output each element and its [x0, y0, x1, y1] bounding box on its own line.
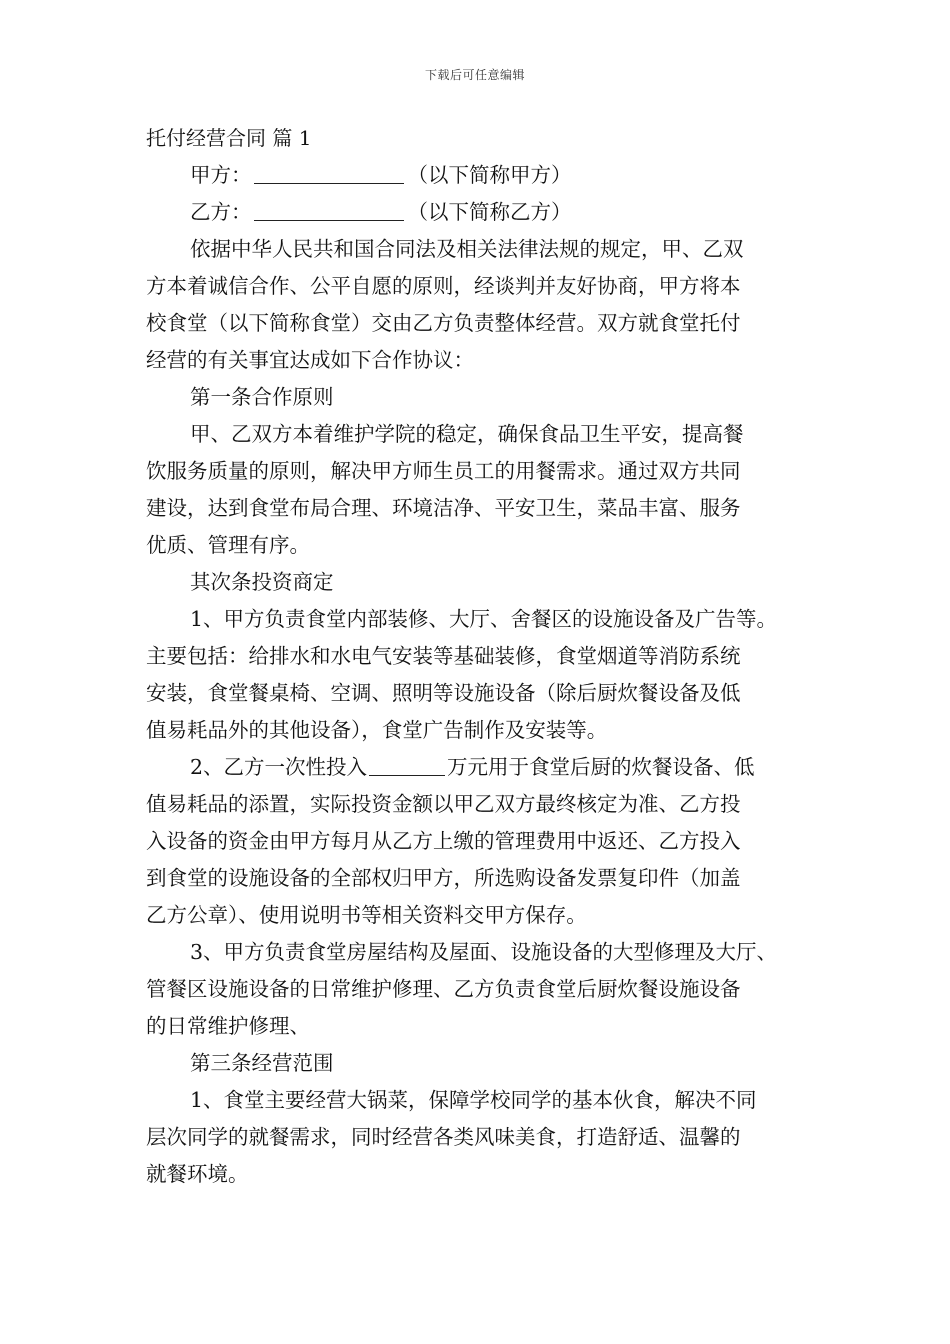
page-header: 下载后可任意编辑	[424, 68, 525, 82]
paragraph-line: 值易耗品的添置，实际投资金额以甲乙双方最终核定为准、乙方投	[146, 792, 741, 816]
article2-item2	[146, 749, 826, 934]
document-title: 托付经营合同 篇 1	[146, 126, 312, 150]
article2-item3	[146, 934, 826, 1045]
paragraph-line: 饮服务质量的原则，解决甲方师生员工的用餐需求。通过双方共同	[146, 459, 741, 483]
party-b-suffix: （以下简称乙方）	[407, 200, 572, 224]
paragraph-line: 主要包括：给排水和水电气安装等基础装修，食堂烟道等消防系统	[146, 644, 741, 668]
paragraph-line: 经营的有关事宜达成如下合作协议：	[146, 348, 474, 372]
article3-heading: 第三条经营范围	[190, 1051, 334, 1075]
article1-heading: 第一条合作原则	[190, 385, 334, 409]
intro-paragraph	[146, 231, 826, 379]
party-b-line	[146, 194, 826, 231]
paragraph-line: 校食堂（以下简称食堂）交由乙方负责整体经营。双方就食堂托付	[146, 311, 741, 335]
party-b-blank[interactable]	[254, 200, 404, 221]
party-b-label: 乙方：	[190, 200, 252, 224]
article2-heading: 其次条投资商定	[190, 570, 334, 594]
paragraph-line: 值易耗品外的其他设备），食堂广告制作及安装等。	[146, 718, 608, 742]
party-a-label: 甲方：	[190, 163, 252, 187]
investment-amount-blank[interactable]	[369, 755, 445, 776]
paragraph-line: 3、甲方负责食堂房屋结构及屋面、设施设备的大型修理及大厅、	[190, 940, 778, 964]
document-body	[146, 120, 826, 1193]
party-a-suffix: （以下简称甲方）	[407, 163, 572, 187]
paragraph-line: 安装，食堂餐桌椅、空调、照明等设施设备（除后厨炊餐设备及低	[146, 681, 741, 705]
article1-paragraph	[146, 416, 826, 564]
paragraph-line: 就餐环境。	[146, 1162, 249, 1186]
paragraph-line: 管餐区设施设备的日常维护修理、乙方负责食堂后厨炊餐设施设备	[146, 977, 741, 1001]
paragraph-line: 优质、管理有序。	[146, 533, 310, 557]
paragraph-line: 方本着诚信合作、公平自愿的原则，经谈判并友好协商，甲方将本	[146, 274, 741, 298]
paragraph-line: 1、食堂主要经营大锅菜，保障学校同学的基本伙食，解决不同	[190, 1088, 757, 1112]
paragraph-line: 建设，达到食堂布局合理、环境洁净、平安卫生，菜品丰富、服务	[146, 496, 741, 520]
paragraph-line: 乙方公章）、使用说明书等相关资料交甲方保存。	[146, 903, 587, 927]
paragraph-line: 甲、乙双方本着维护学院的稳定，确保食品卫生平安，提高餐	[190, 422, 744, 446]
article3-item1	[146, 1082, 826, 1193]
paragraph-line: 层次同学的就餐需求，同时经营各类风味美食，打造舒适、温馨的	[146, 1125, 741, 1149]
article2-item1	[146, 601, 826, 749]
paragraph-line: 1、甲方负责食堂内部装修、大厅、舍餐区的设施设备及广告等。	[190, 607, 778, 631]
paragraph-line	[146, 749, 826, 786]
item2-after-blank: 万元用于食堂后厨的炊餐设备、低	[447, 755, 755, 779]
paragraph-line: 的日常维护修理、	[146, 1014, 310, 1038]
party-a-line	[146, 157, 826, 194]
paragraph-line: 依据中华人民共和国合同法及相关法律法规的规定，甲、乙双	[190, 237, 744, 261]
item2-before-blank: 2、乙方一次性投入	[190, 755, 368, 779]
party-a-blank[interactable]	[254, 163, 404, 184]
paragraph-line: 入设备的资金由甲方每月从乙方上缴的管理费用中返还、乙方投入	[146, 829, 741, 853]
paragraph-line: 到食堂的设施设备的全部权归甲方，所选购设备发票复印件（加盖	[146, 866, 741, 890]
